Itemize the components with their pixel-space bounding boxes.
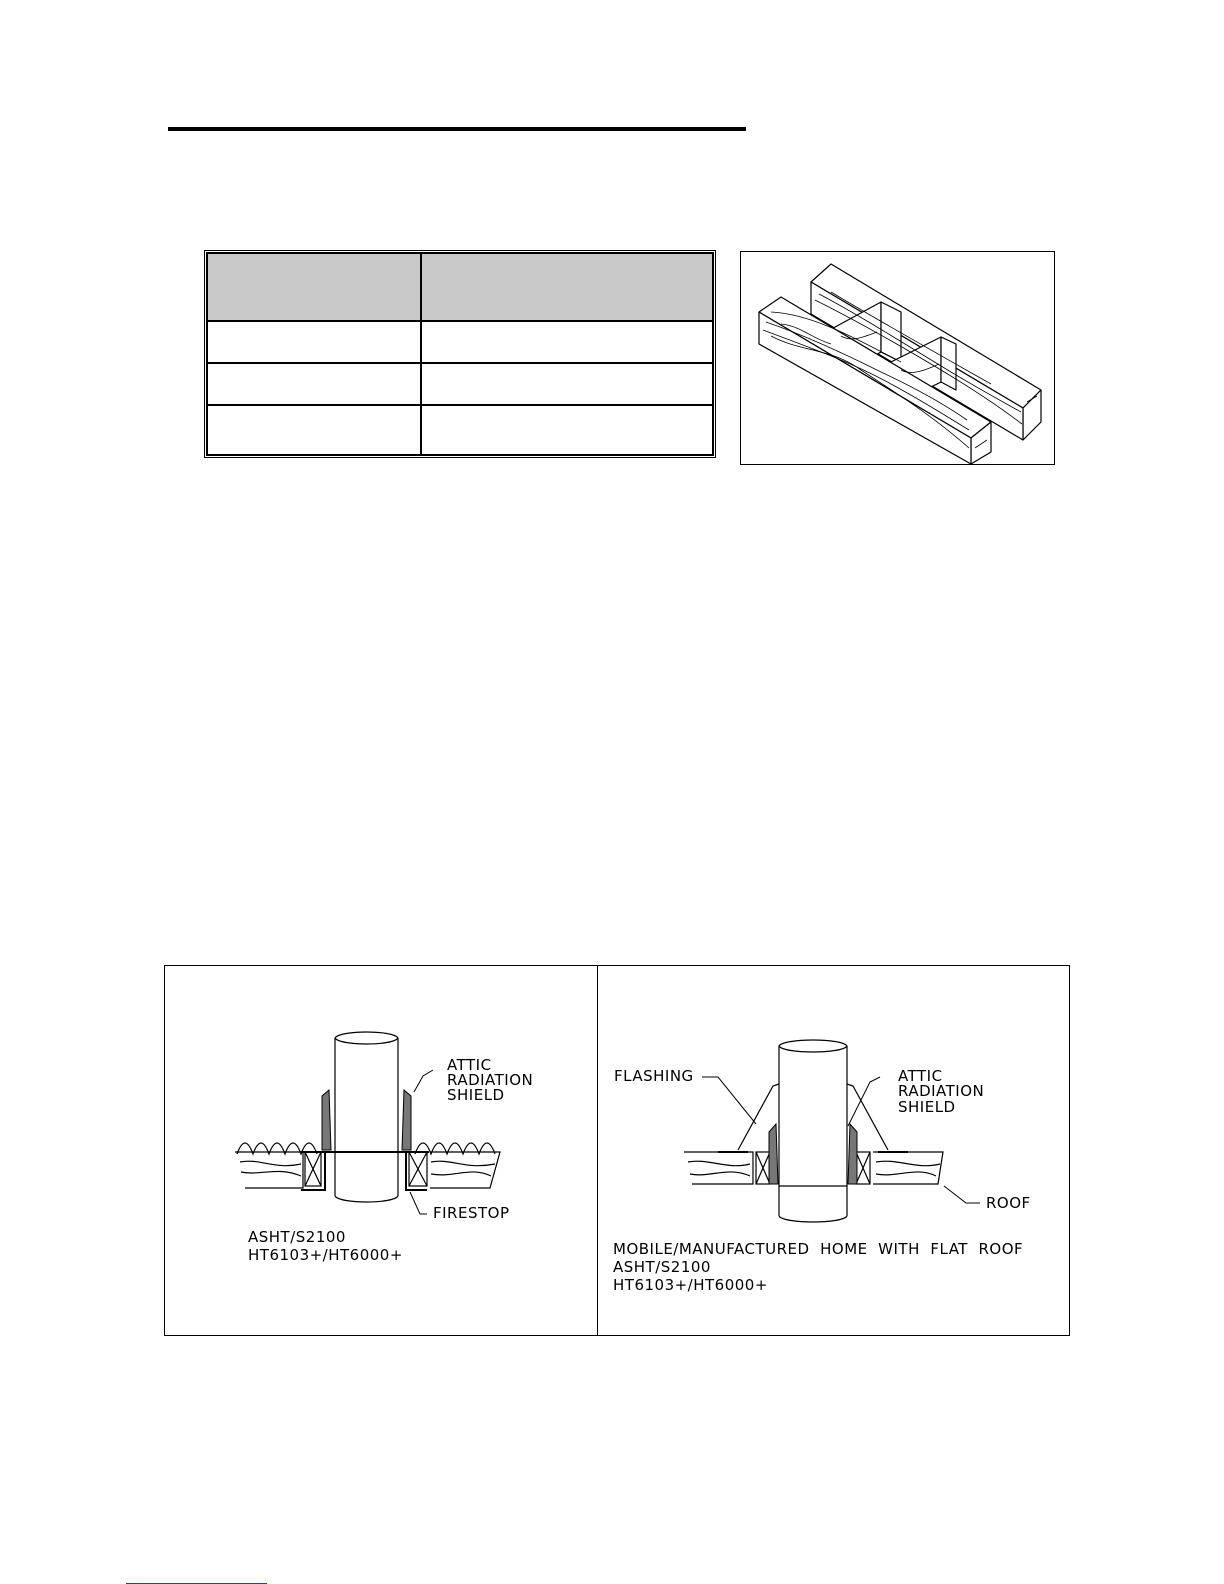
table-row xyxy=(207,321,713,363)
table-cell xyxy=(207,321,421,363)
caption-mobile-home: MOBILE/MANUFACTURED HOME WITH FLAT ROOF xyxy=(613,1240,1024,1258)
joist-spec-table xyxy=(204,250,716,458)
table-cell xyxy=(421,405,713,455)
caption-model-1: ASHT/S2100 xyxy=(248,1228,346,1246)
joist-illustration xyxy=(741,252,1054,464)
table-header-row xyxy=(207,253,713,321)
callout-flashing: FLASHING xyxy=(614,1067,694,1085)
callout-shield-line-1: ATTIC xyxy=(898,1067,943,1085)
caption-model-1: ASHT/S2100 xyxy=(613,1258,711,1276)
table-row xyxy=(207,363,713,405)
callout-shield-line-2: RADIATION xyxy=(898,1082,985,1100)
table-cell xyxy=(207,363,421,405)
callout-shield-line-3: SHIELD xyxy=(447,1086,505,1104)
callout-roof: ROOF xyxy=(986,1194,1031,1212)
table-cell xyxy=(421,321,713,363)
callout-shield-line-2: RADIATION xyxy=(447,1071,534,1089)
table-header-cell xyxy=(421,253,713,321)
table-cell xyxy=(421,363,713,405)
callout-firestop: FIRESTOP xyxy=(433,1204,510,1222)
heading-underline xyxy=(168,127,746,131)
table-header-cell xyxy=(207,253,421,321)
flat-roof-detail xyxy=(598,966,1067,1333)
callout-shield-line-1: ATTIC xyxy=(447,1056,492,1074)
callout-shield-line-3: SHIELD xyxy=(898,1098,956,1116)
caption-model-2: HT6103+/HT6000+ xyxy=(613,1276,768,1294)
table-cell xyxy=(207,405,421,455)
attic-firestop-detail xyxy=(165,966,596,1333)
caption-model-2: HT6103+/HT6000+ xyxy=(248,1246,403,1264)
table-row xyxy=(207,405,713,455)
joist-illustration-frame xyxy=(740,251,1055,465)
